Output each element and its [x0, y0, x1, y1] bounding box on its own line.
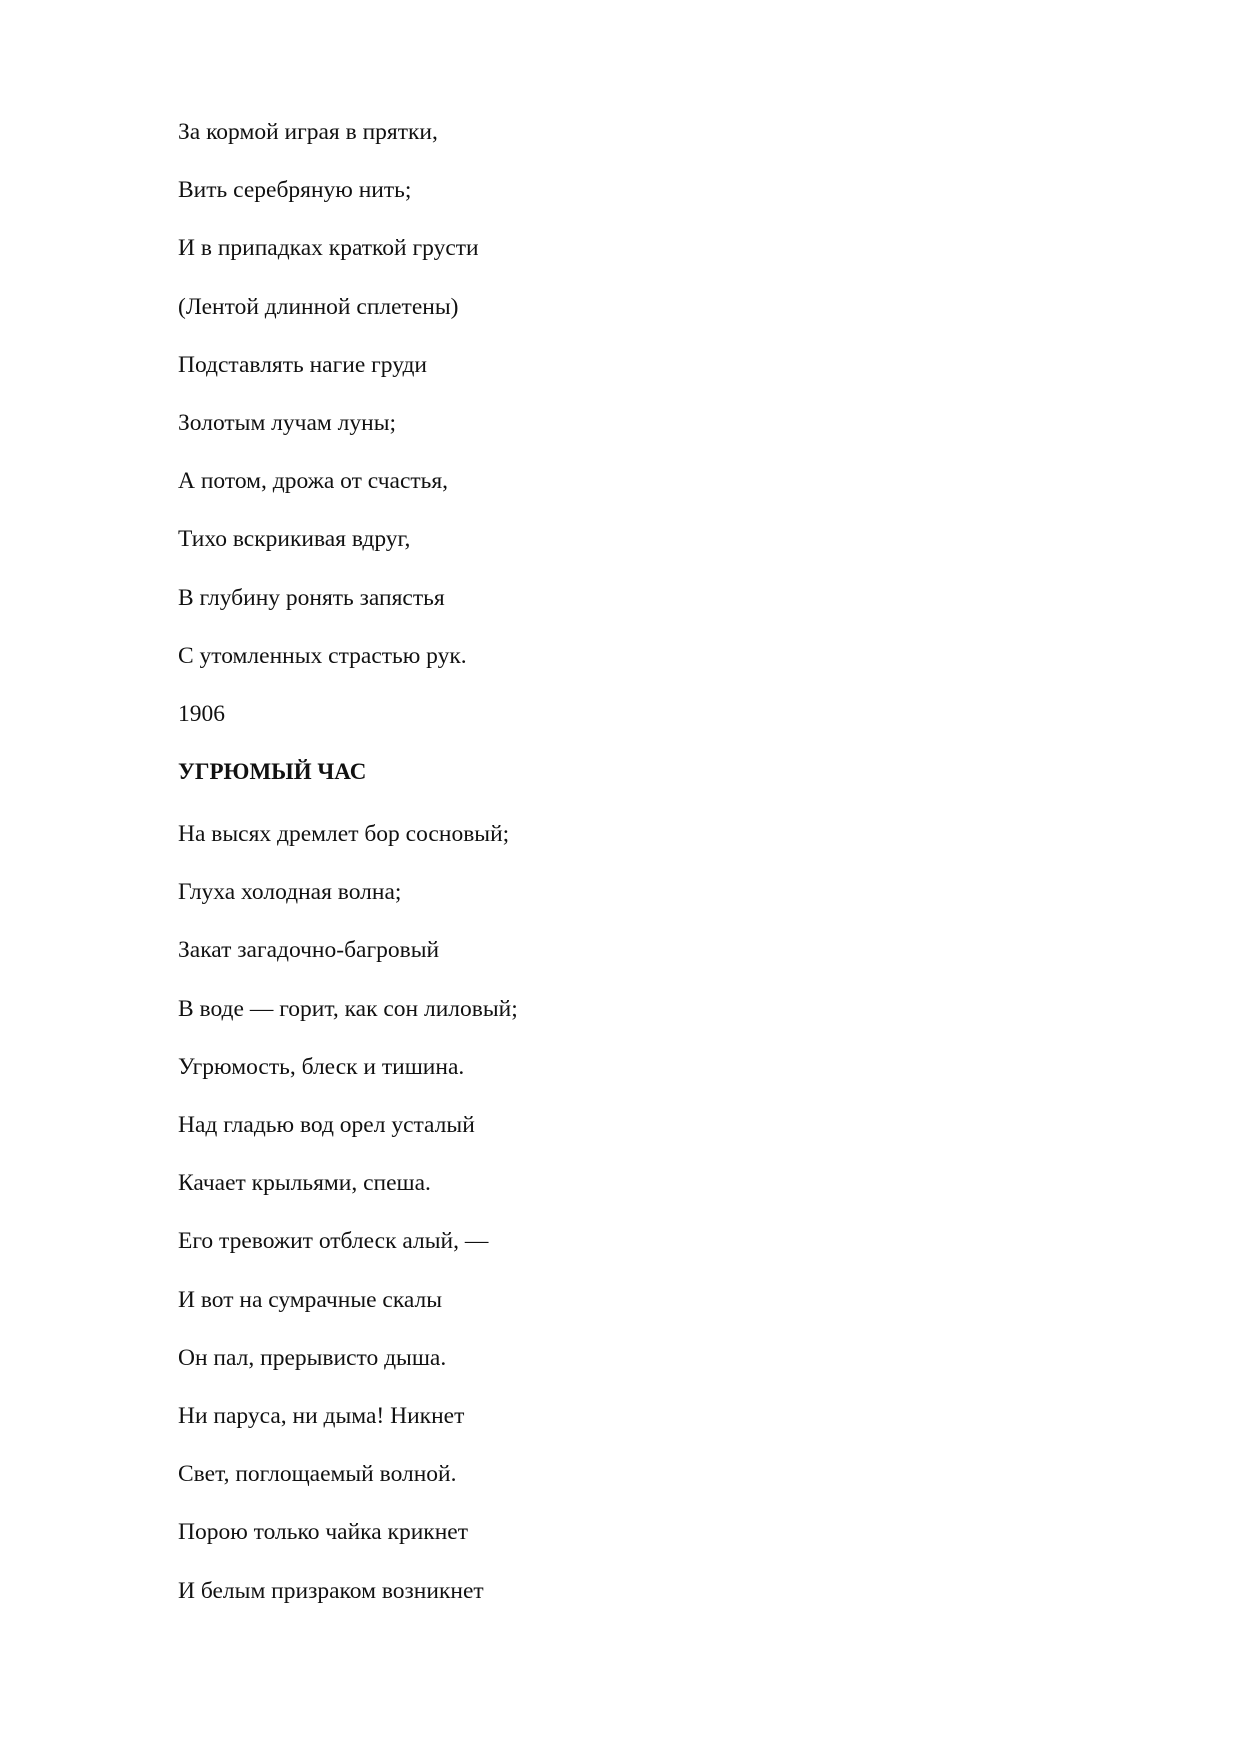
poem-title: УГРЮМЫЙ ЧАС — [178, 759, 367, 785]
poem-line: А потом, дрожа от счастья, — [178, 468, 449, 495]
poem-line: Свет, поглощаемый волной. — [178, 1461, 457, 1488]
poem-line: И в припадках краткой грусти — [178, 235, 479, 262]
poem-line: И вот на сумрачные скалы — [178, 1286, 443, 1313]
poem-line: И белым призраком возникнет — [178, 1577, 484, 1604]
poem-line: Глуха холодная волна; — [178, 879, 402, 906]
poem-line: Его тревожит отблеск алый, — — [178, 1228, 489, 1255]
poem-line: Угрюмость, блеск и тишина. — [178, 1053, 465, 1080]
poem-line: На высях дремлет бор сосновый; — [178, 821, 510, 848]
poem-line: Качает крыльями, спеша. — [178, 1170, 431, 1197]
poem-line: Он пал, прерывисто дыша. — [178, 1344, 447, 1371]
poem-line: Вить серебряную нить; — [178, 177, 412, 204]
poem-line: Ни паруса, ни дыма! Никнет — [178, 1402, 465, 1429]
poem-line: С утомленных страстью рук. — [178, 642, 467, 669]
poem-text — [178, 112, 1078, 1629]
poem-line: Тихо вскрикивая вдруг, — [178, 526, 411, 553]
poem-line: За кормой играя в прятки, — [178, 119, 438, 145]
poem-line: (Лентой длинной сплетены) — [178, 293, 459, 320]
poem-line: Порою только чайка крикнет — [178, 1519, 468, 1546]
poem-line: В глубину ронять запястья — [178, 584, 445, 611]
poem-line: Золотым лучам луны; — [178, 409, 397, 436]
poem-line: В воде — горит, как сон лиловый; — [178, 995, 518, 1022]
poem-line: Закат загадочно-багровый — [178, 937, 440, 964]
poem-line: Подставлять нагие груди — [178, 351, 428, 378]
poem-year: 1906 — [178, 700, 225, 727]
poem-line: Над гладью вод орел усталый — [178, 1112, 475, 1138]
